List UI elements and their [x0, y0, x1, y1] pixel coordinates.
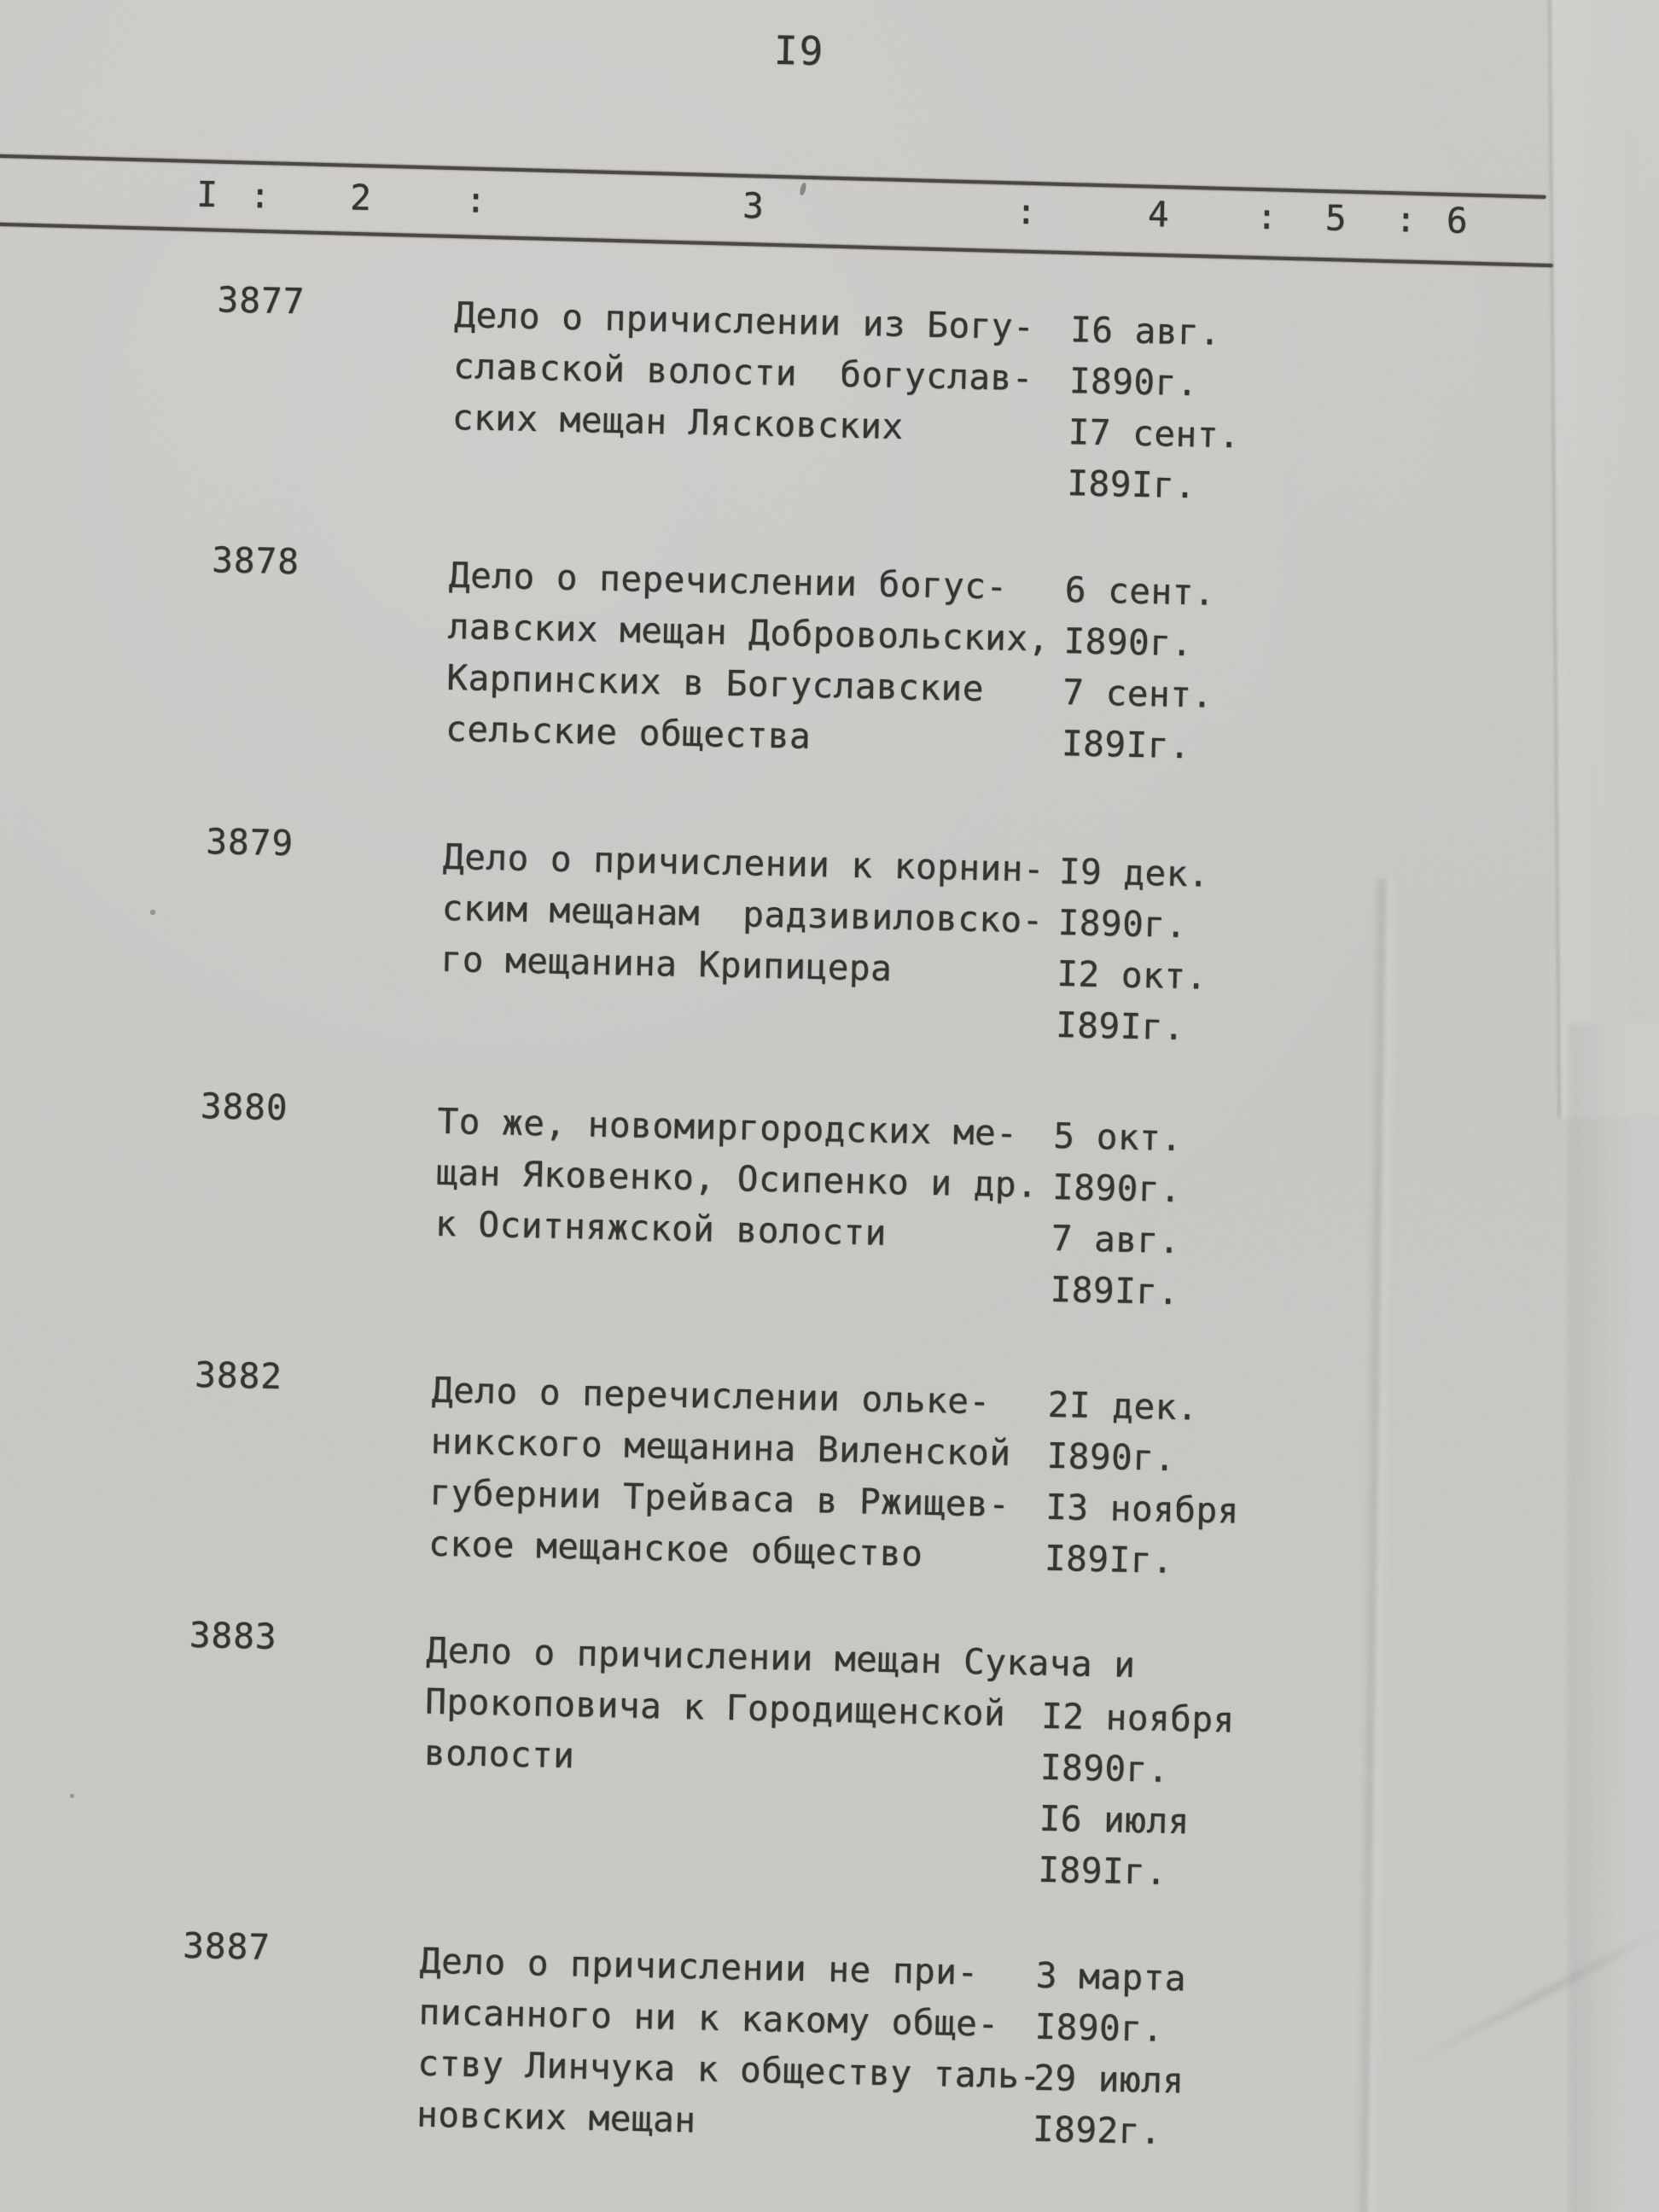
case-date-line: 3 марта [1035, 1954, 1187, 2000]
case-title-line: сельские общества [445, 707, 812, 757]
case-title-line: ское мещанское общество [428, 1522, 923, 1575]
case-date-line: I890г. [1068, 360, 1199, 405]
case-date-line: I890г. [1057, 901, 1188, 946]
paper-edge-shadow-lower [1569, 1024, 1659, 2212]
case-title-line: лавских мещан Добровольских, [447, 605, 1051, 660]
column-separator: : [1255, 195, 1278, 238]
case-date-line: I89Iг. [1055, 1004, 1185, 1049]
case-title-line: волости [423, 1732, 575, 1777]
case-title-line: губернии Трейваса в Ржищев- [428, 1471, 1010, 1525]
case-dates [1061, 564, 1423, 777]
column-header-2: 2 [349, 177, 372, 218]
table-header-bottom-rule [0, 223, 1553, 268]
case-number: 3880 [200, 1085, 289, 1129]
case-date-line: 7 сент. [1062, 672, 1214, 716]
case-title-line: писанного ни к какому обще- [418, 1991, 1000, 2045]
table-header-top-rule [0, 154, 1546, 199]
case-date-line: 2I дек. [1047, 1383, 1199, 1429]
case-date-line: 29 июля [1033, 2057, 1185, 2102]
case-number: 3879 [205, 821, 294, 864]
case-date-line: I890г. [1046, 1435, 1177, 1479]
case-date-line: I2 окт. [1056, 952, 1208, 998]
case-date-line: I89Iг. [1044, 1537, 1174, 1581]
case-date-line: I890г. [1039, 1746, 1170, 1790]
paper-speck [150, 910, 155, 915]
case-date-line: I3 ноября [1045, 1486, 1240, 1532]
case-date-line: 7 авг. [1051, 1217, 1181, 1262]
case-date-line: 5 окт. [1052, 1115, 1183, 1160]
column-header-I: I [195, 173, 218, 216]
case-dates [1050, 1110, 1412, 1323]
case-number: 3883 [189, 1614, 278, 1657]
case-date-line: I2 ноября [1040, 1695, 1236, 1741]
column-separator: : [1394, 199, 1417, 241]
case-title-line: новских мещан [416, 2093, 697, 2141]
case-title-line: То же, новомиргородских ме- [437, 1100, 1018, 1155]
register-row-3878 [0, 535, 1647, 767]
case-date-line: I890г. [1051, 1166, 1182, 1211]
case-date-line: I89Iг. [1061, 722, 1191, 767]
case-date-line: I89Iг. [1050, 1268, 1180, 1313]
column-separator: : [464, 179, 487, 221]
column-header-5: 5 [1324, 197, 1348, 239]
case-date-line: I890г. [1063, 620, 1194, 665]
column-header-3: 3 [742, 185, 765, 227]
case-title-line: ству Линчука к обществу таль- [416, 2042, 1042, 2097]
case-title-line: Карпинских в Богуславские [445, 656, 985, 710]
case-number: 3887 [182, 1924, 271, 1968]
column-header-6: 6 [1446, 200, 1469, 242]
case-number: 3877 [217, 279, 306, 323]
case-date-line: I892г. [1032, 2108, 1162, 2152]
case-title-line: щан Яковенко, Осипенко и др. [435, 1151, 1039, 1206]
case-title-line: ским мещанам радзивиловско- [441, 887, 1045, 941]
case-date-line: I890г. [1034, 2005, 1165, 2050]
case-dates [1038, 1639, 1401, 1903]
case-dates [1055, 846, 1417, 1058]
case-dates [1067, 304, 1429, 516]
case-date-line: 6 сент. [1064, 569, 1216, 614]
paper-speck [70, 1794, 74, 1798]
case-date-line: I9 дек. [1058, 850, 1210, 895]
case-date-line: I6 авг. [1069, 309, 1221, 353]
page-number: I9 [773, 26, 825, 74]
case-title-line: Дело о причислении мещан Сукача и [426, 1629, 1137, 1686]
case-date-line: I89Iг. [1037, 1848, 1167, 1893]
case-title-line: Дело о причислении не при- [419, 1940, 980, 1994]
paper-edge-shadow [1548, 0, 1659, 1119]
column-separator: : [1015, 190, 1038, 233]
register-row-3877 [0, 275, 1653, 507]
case-date-line: I6 июля [1039, 1797, 1190, 1842]
case-dates [1032, 1950, 1394, 2163]
case-title-line: Дело о причислении к корнин- [442, 835, 1045, 890]
case-date-line: I7 сент. [1068, 411, 1241, 457]
case-title-line: никского мещанина Виленской [430, 1420, 1012, 1474]
case-title-line: славской волости богуслав- [452, 345, 1034, 399]
register-row-3879 [0, 817, 1642, 1049]
case-number: 3878 [211, 539, 300, 583]
case-title-line: Дело о перечислении ольке- [431, 1369, 992, 1423]
case-title-line: ских мещан Лясковских [451, 396, 905, 448]
column-header-4: 4 [1147, 193, 1170, 236]
case-date-line: I89Iг. [1066, 463, 1196, 507]
case-title-line: го мещанина Крипицера [440, 938, 893, 989]
case-title-line: к Оситняжской волости [434, 1202, 888, 1254]
column-separator: : [248, 174, 271, 217]
case-title-line: Дело о причислении из Богу- [453, 294, 1035, 348]
case-title-line: Дело о перечислении богус- [448, 554, 1009, 608]
case-dates [1044, 1379, 1406, 1592]
case-title-line: Прокоповича к Городищенской [424, 1680, 1006, 1734]
case-number: 3882 [194, 1353, 283, 1398]
